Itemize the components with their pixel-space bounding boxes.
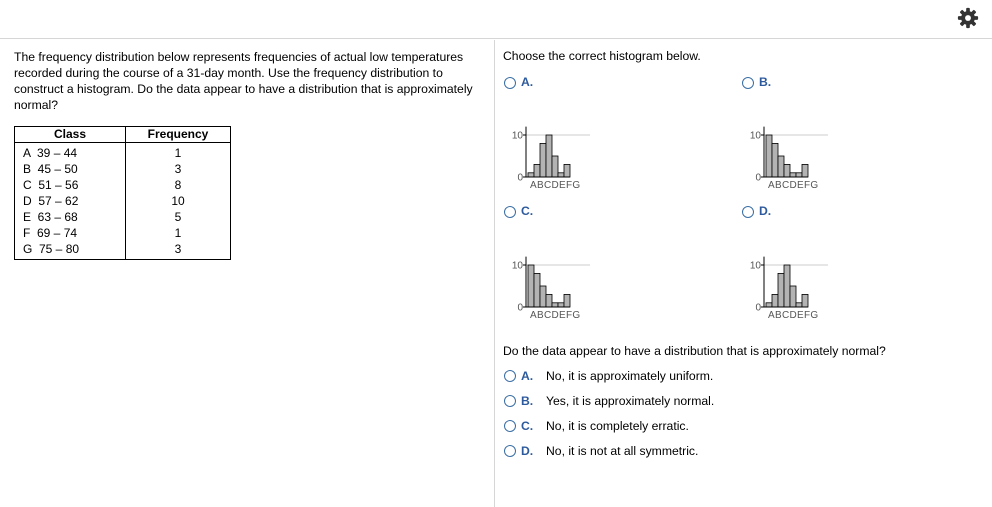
frequency-cell: 1 bbox=[126, 225, 231, 241]
x-axis-label: ABCDEFG bbox=[768, 310, 819, 321]
class-cell: C 51 – 56 bbox=[15, 177, 126, 193]
hist-option-a-label[interactable]: A. bbox=[521, 75, 534, 89]
y-tick-label: 0 bbox=[517, 302, 523, 314]
y-tick-label: 0 bbox=[755, 302, 761, 314]
histogram-bar bbox=[564, 294, 570, 307]
normal-option-a-radio[interactable] bbox=[504, 370, 516, 382]
histogram-d bbox=[748, 254, 838, 324]
class-cell: A 39 – 44 bbox=[15, 143, 126, 162]
frequency-cell: 1 bbox=[126, 143, 231, 162]
histogram-bar bbox=[552, 156, 558, 177]
frequency-table bbox=[14, 126, 231, 260]
histogram-bar bbox=[790, 173, 796, 177]
histogram-bar bbox=[558, 303, 564, 307]
x-axis-label: ABCDEFG bbox=[530, 180, 581, 191]
normal-option-b-text[interactable]: Yes, it is approximately normal. bbox=[546, 394, 715, 408]
table-row bbox=[15, 209, 231, 225]
histogram-bar bbox=[552, 303, 558, 307]
table-row bbox=[15, 143, 231, 162]
histogram-bar bbox=[778, 273, 784, 307]
histogram-prompt: Choose the correct histogram below. bbox=[503, 49, 701, 63]
frequency-cell: 3 bbox=[126, 161, 231, 177]
x-axis-label: ABCDEFG bbox=[768, 180, 819, 191]
header-divider bbox=[0, 38, 992, 39]
table-row bbox=[15, 241, 231, 260]
histogram-bar bbox=[528, 173, 534, 177]
histogram-bar bbox=[766, 303, 772, 307]
class-cell: D 57 – 62 bbox=[15, 193, 126, 209]
histogram-bar bbox=[784, 164, 790, 177]
histogram-bar bbox=[790, 286, 796, 307]
normal-option-c-radio[interactable] bbox=[504, 420, 516, 432]
histogram-bar bbox=[802, 164, 808, 177]
hist-option-a-radio[interactable] bbox=[504, 77, 516, 89]
histogram-bar bbox=[534, 164, 540, 177]
question-text: The frequency distribution below represents frequencies of actual low temperatures recorded during the course of a 31-day month. Use the frequency distribution to construct a histogram. Do the data appear to have a distribution that is approximately normal? bbox=[14, 50, 473, 112]
frequency-header: Frequency bbox=[126, 127, 231, 143]
hist-option-c-radio[interactable] bbox=[504, 206, 516, 218]
histogram-bar bbox=[772, 143, 778, 177]
table-row bbox=[15, 161, 231, 177]
settings-gear-icon[interactable] bbox=[957, 7, 979, 29]
class-cell: B 45 – 50 bbox=[15, 161, 126, 177]
normal-option-a-text[interactable]: No, it is approximately uniform. bbox=[546, 369, 714, 383]
histogram-bar bbox=[546, 135, 552, 177]
histogram-bar bbox=[802, 294, 808, 307]
histogram-bar bbox=[796, 173, 802, 177]
y-tick-label: 10 bbox=[749, 130, 761, 142]
histogram-bar bbox=[772, 294, 778, 307]
normal-option-d-text[interactable]: No, it is not at all symmetric. bbox=[546, 444, 699, 458]
normal-option-d-radio[interactable] bbox=[504, 445, 516, 457]
normal-prompt: Do the data appear to have a distribution that is approximately normal? bbox=[503, 344, 886, 358]
histogram-bar bbox=[564, 164, 570, 177]
normal-option-c-letter[interactable]: C. bbox=[521, 419, 534, 433]
histogram-bar bbox=[546, 294, 552, 307]
normal-option-b-letter[interactable]: B. bbox=[521, 394, 534, 408]
table-row bbox=[15, 193, 231, 209]
x-axis-label: ABCDEFG bbox=[530, 310, 581, 321]
y-tick-label: 0 bbox=[755, 172, 761, 184]
normal-option-b-radio[interactable] bbox=[504, 395, 516, 407]
class-cell: G 75 – 80 bbox=[15, 241, 126, 260]
class-header: Class bbox=[15, 127, 126, 143]
histogram-c bbox=[510, 254, 600, 324]
normal-option-a-letter[interactable]: A. bbox=[521, 369, 534, 383]
table-row bbox=[15, 177, 231, 193]
hist-option-c-label[interactable]: C. bbox=[521, 204, 534, 218]
frequency-cell: 10 bbox=[126, 193, 231, 209]
y-tick-label: 10 bbox=[511, 130, 523, 142]
histogram-bar bbox=[528, 265, 534, 307]
class-cell: E 63 – 68 bbox=[15, 209, 126, 225]
class-cell: F 69 – 74 bbox=[15, 225, 126, 241]
frequency-cell: 3 bbox=[126, 241, 231, 260]
histogram-bar bbox=[778, 156, 784, 177]
histogram-bar bbox=[540, 286, 546, 307]
normal-option-c-text[interactable]: No, it is completely erratic. bbox=[546, 419, 689, 433]
panel-divider bbox=[494, 40, 495, 507]
histogram-bar bbox=[558, 173, 564, 177]
normal-option-d-letter[interactable]: D. bbox=[521, 444, 534, 458]
frequency-cell: 8 bbox=[126, 177, 231, 193]
frequency-cell: 5 bbox=[126, 209, 231, 225]
histogram-bar bbox=[784, 265, 790, 307]
histogram-b bbox=[748, 124, 838, 194]
hist-option-b-label[interactable]: B. bbox=[759, 75, 772, 89]
histogram-bar bbox=[534, 273, 540, 307]
table-row bbox=[15, 225, 231, 241]
y-tick-label: 0 bbox=[517, 172, 523, 184]
y-tick-label: 10 bbox=[511, 260, 523, 272]
hist-option-b-radio[interactable] bbox=[742, 77, 754, 89]
histogram-bar bbox=[540, 143, 546, 177]
histogram-bar bbox=[766, 135, 772, 177]
y-tick-label: 10 bbox=[749, 260, 761, 272]
histogram-a bbox=[510, 124, 600, 194]
histogram-bar bbox=[796, 303, 802, 307]
hist-option-d-radio[interactable] bbox=[742, 206, 754, 218]
hist-option-d-label[interactable]: D. bbox=[759, 204, 772, 218]
